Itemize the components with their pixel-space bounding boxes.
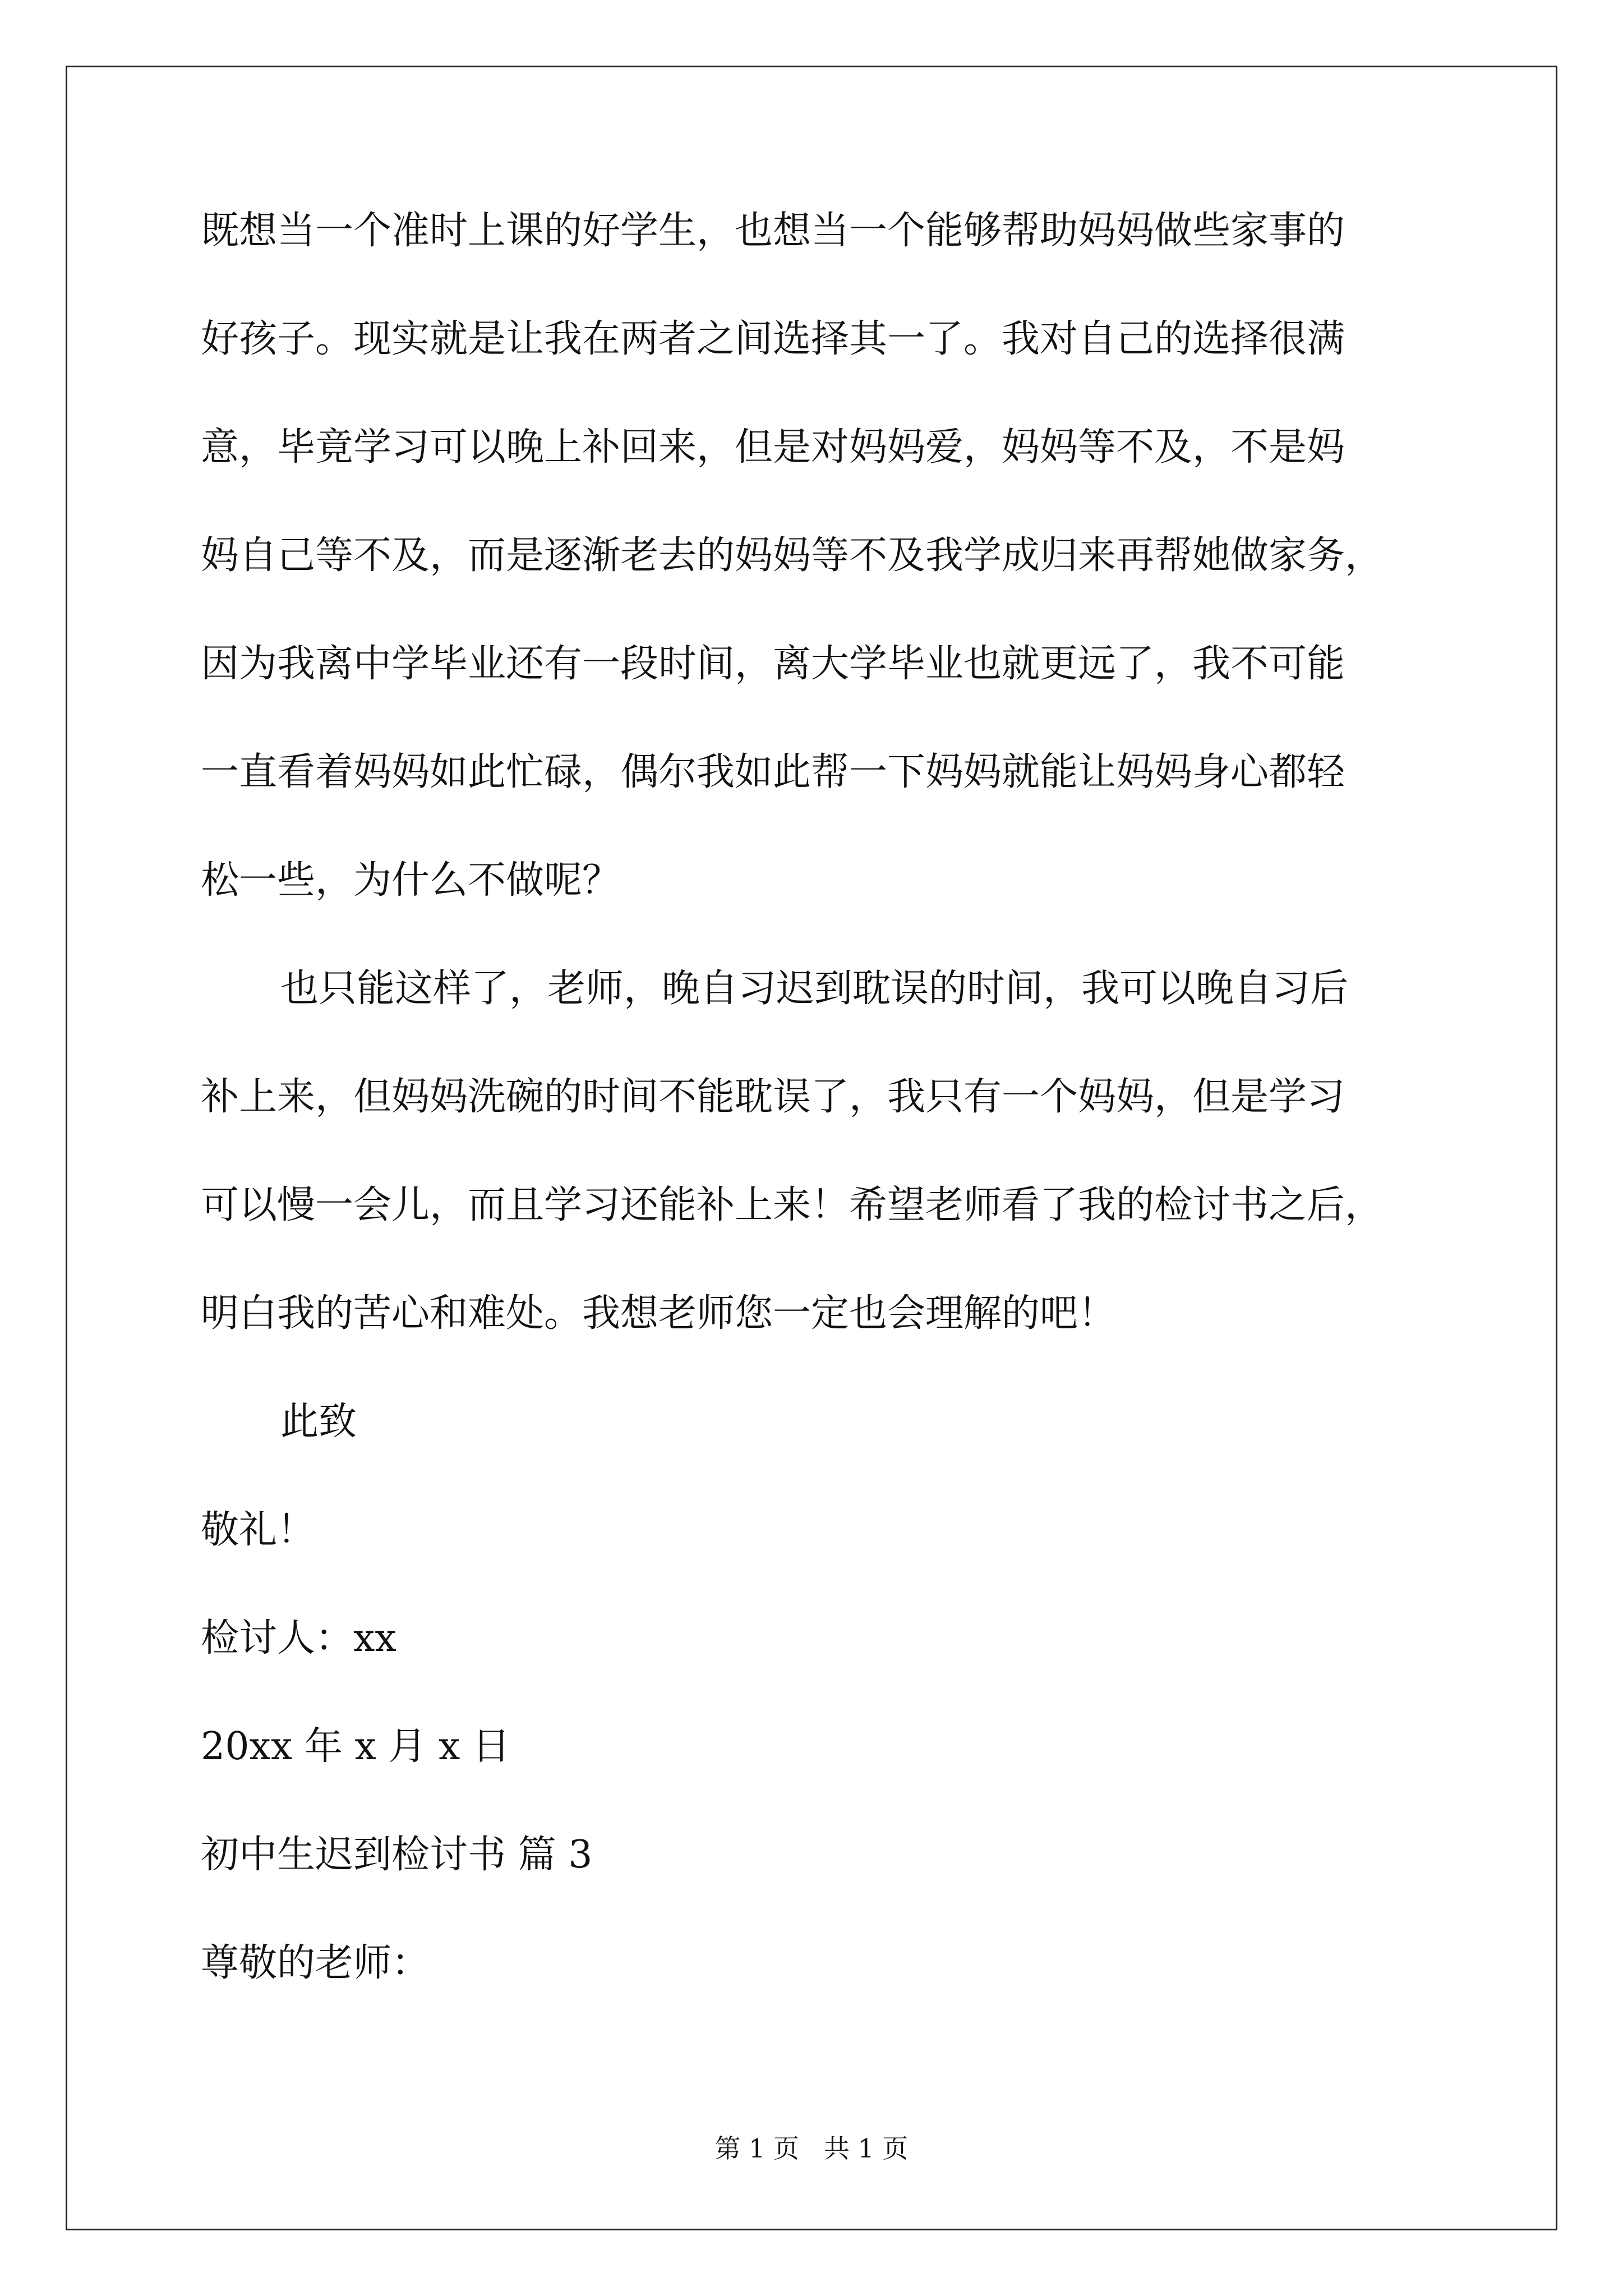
greeting-line: 尊敬的老师：	[201, 1941, 430, 1985]
body-line-7: 松一些，为什么不做呢？	[201, 858, 621, 903]
body-line-11: 明白我的苦心和难处。我想老师您一定也会理解的吧！	[201, 1291, 1117, 1336]
salutation-regards: 敬礼！	[201, 1508, 316, 1552]
body-line-10: 可以慢一会儿，而且学习还能补上来！希望老师看了我的检讨书之后，	[201, 1183, 1384, 1227]
salutation-closing: 此致	[280, 1400, 357, 1444]
body-line-1: 既想当一个准时上课的好学生，也想当一个能够帮助妈妈做些家事的	[201, 209, 1345, 253]
body-line-8: 也只能这样了，老师，晚自习迟到耽误的时间，我可以晚自习后	[280, 967, 1349, 1011]
page-number-footer: 第 1 页 共 1 页	[714, 2133, 909, 2164]
body-line-6: 一直看着妈妈如此忙碌，偶尔我如此帮一下妈妈就能让妈妈身心都轻	[201, 750, 1345, 794]
body-line-3: 意，毕竟学习可以晚上补回来，但是对妈妈爱，妈妈等不及，不是妈	[201, 425, 1345, 470]
body-line-9: 补上来，但妈妈洗碗的时间不能耽误了，我只有一个妈妈，但是学习	[201, 1075, 1345, 1119]
signature-line: 检讨人：xx	[201, 1616, 396, 1660]
body-line-4: 妈自己等不及，而是逐渐老去的妈妈等不及我学成归来再帮她做家务，	[201, 533, 1384, 578]
page-border	[66, 66, 1557, 2230]
date-line: 20xx 年 x 月 x 日	[201, 1724, 511, 1769]
body-line-5: 因为我离中学毕业还有一段时间，离大学毕业也就更远了，我不可能	[201, 642, 1345, 686]
section-heading: 初中生迟到检讨书 篇 3	[201, 1833, 593, 1877]
body-line-2: 好孩子。现实就是让我在两者之间选择其一了。我对自己的选择很满	[201, 317, 1345, 361]
